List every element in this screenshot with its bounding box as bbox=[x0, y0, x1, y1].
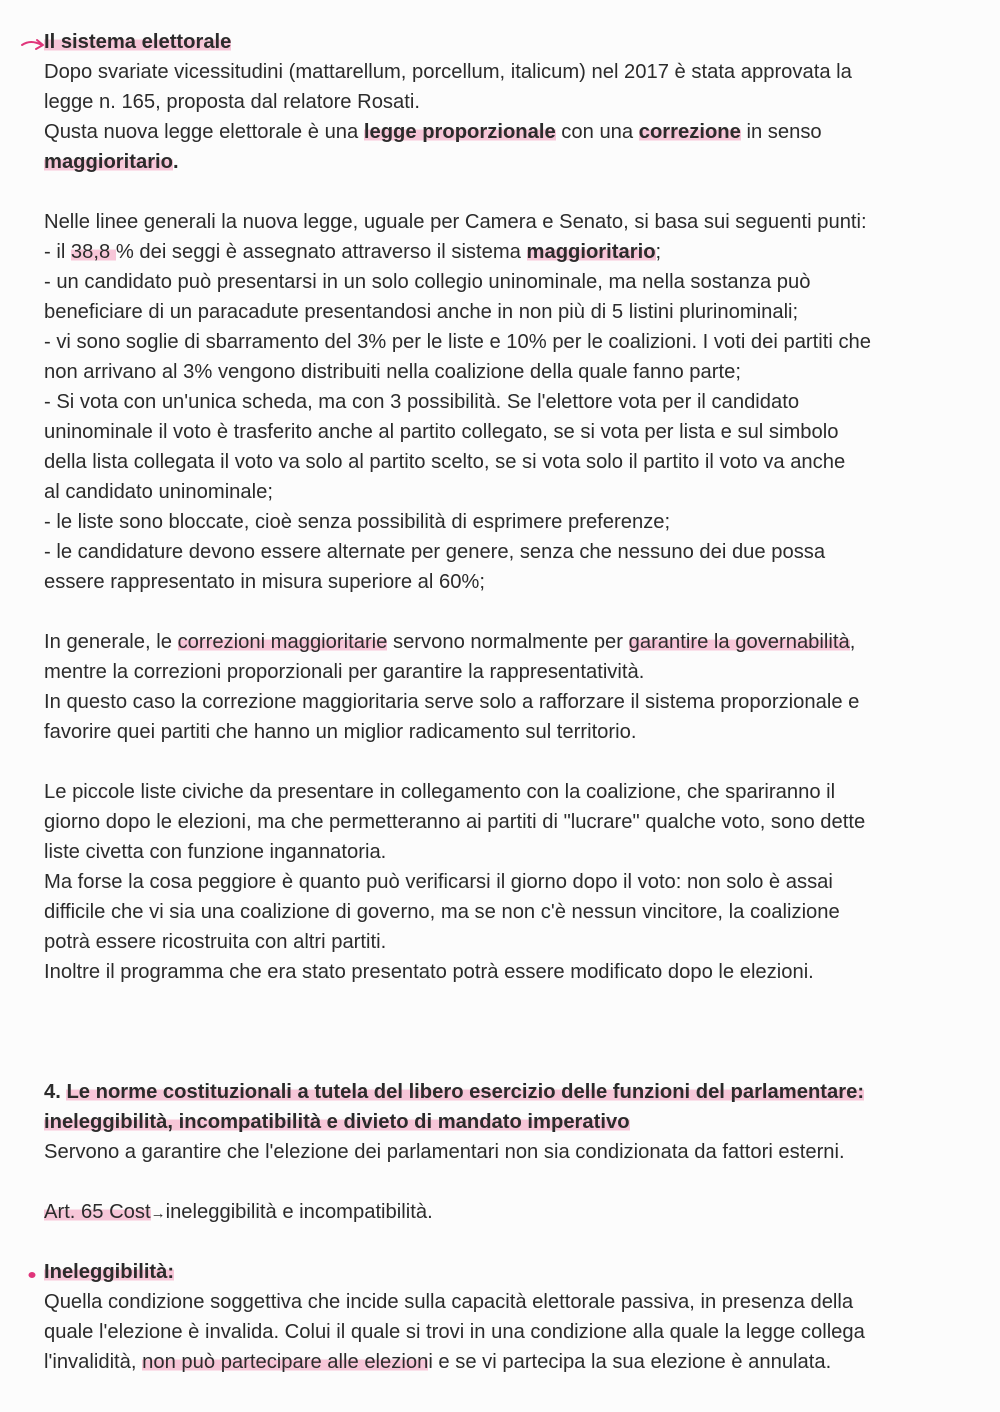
definition-line: Quella condizione soggettiva che incide sulla capacità elettorale passiva, in presenza della bbox=[44, 1291, 854, 1313]
point-line bbox=[44, 237, 964, 267]
highlight-correzione: correzione bbox=[638, 121, 741, 143]
general-line: In questo caso la correzione maggioritaria serve solo a rafforzare il sistema proporzionale e bbox=[44, 691, 860, 713]
final-line: Le piccole liste civiche da presentare in collegamento con la coalizione, che spariranno il bbox=[44, 781, 836, 803]
text-fragment: con una bbox=[555, 121, 639, 143]
final-line: giorno dopo le elezioni, ma che permetteranno ai partiti di "lucrare" qualche voto, sono dette bbox=[44, 811, 866, 833]
section-number: 4. bbox=[44, 1081, 67, 1103]
text-fragment: Qusta nuova legge elettorale è una bbox=[44, 121, 364, 143]
point-line: della lista collegata il voto va solo al partito scelto, se si vota solo il partito il voto va anche bbox=[44, 451, 846, 473]
general-line: mentre la correzioni proporzionali per garantire la rappresentatività. bbox=[44, 661, 645, 683]
section-title-line bbox=[44, 27, 964, 57]
point-line: - le candidature devono essere alternate per genere, senza che nessuno dei due possa bbox=[44, 541, 826, 563]
point-line: beneficiare di un paracadute presentandosi anche in non più di 5 listini plurinominali; bbox=[44, 301, 799, 323]
highlight-maggioritario: maggioritario bbox=[526, 241, 656, 263]
intro-line: legge n. 165, proposta dal relatore Rosati. bbox=[44, 91, 420, 113]
point-line: - le liste sono bloccate, cioè senza possibilità di esprimere preferenze; bbox=[44, 511, 671, 533]
section4-title: Le norme costituzionali a tutela del libero esercizio delle funzioni del parlamentare: bbox=[66, 1081, 865, 1103]
highlight-legge-proporzionale: legge proporzionale bbox=[363, 121, 556, 143]
point-line: - Si vota con un'unica scheda, ma con 3 possibilità. Se l'elettore vota per il candidato bbox=[44, 391, 800, 413]
text-fragment: In generale, le bbox=[44, 631, 178, 653]
text-fragment: in senso bbox=[740, 121, 822, 143]
highlight-governabilita: garantire la governabilità bbox=[628, 631, 850, 653]
arrow-marker-icon bbox=[20, 35, 46, 51]
point-line: non arrivano al 3% vengono distribuiti nella coalizione della quale fanno parte; bbox=[44, 361, 741, 383]
paragraph-spacer bbox=[44, 597, 964, 627]
text-fragment: ineleggibilità e incompatibilità. bbox=[165, 1201, 433, 1223]
point-line: - vi sono soglie di sbarramento del 3% per le liste e 10% per le coalizioni. I voti dei partiti che bbox=[44, 331, 871, 353]
definition-line bbox=[44, 1347, 964, 1377]
final-line: Inoltre il programma che era stato presentato potrà essere modificato dopo le elezioni. bbox=[44, 961, 814, 983]
point-line: uninominale il voto è trasferito anche al partito collegato, se si vota per lista e sul simbolo bbox=[44, 421, 839, 443]
points-intro: Nelle linee generali la nuova legge, uguale per Camera e Senato, si basa sui seguenti punti: bbox=[44, 211, 867, 233]
law-type-line bbox=[44, 147, 964, 177]
point-line: essere rappresentato in misura superiore al 60%; bbox=[44, 571, 485, 593]
section-spacer bbox=[44, 987, 964, 1077]
law-type-line bbox=[44, 117, 964, 147]
intro-line: Dopo svariate vicessitudini (mattarellum, porcellum, italicum) nel 2017 è stata approvata la bbox=[44, 61, 852, 83]
highlight-non-puo-partecipare: non può partecipare alle elezion bbox=[142, 1351, 429, 1373]
document-page bbox=[44, 27, 964, 1377]
final-line: liste civetta con funzione ingannatoria. bbox=[44, 841, 387, 863]
general-line: favorire quei partiti che hanno un miglior radicamento sul territorio. bbox=[44, 721, 637, 743]
paragraph-spacer bbox=[44, 747, 964, 777]
final-line: difficile che vi sia una coalizione di governo, ma se non c'è nessun vincitore, la coalizione bbox=[44, 901, 840, 923]
text-fragment: - il bbox=[44, 241, 71, 263]
text-fragment: i e se vi partecipa la sua elezione è annulata. bbox=[428, 1351, 832, 1373]
bullet-dot-icon bbox=[28, 1271, 36, 1279]
text-fragment: . bbox=[173, 151, 179, 173]
text-fragment: ; bbox=[655, 241, 662, 263]
text-fragment: l'invalidità, bbox=[44, 1351, 143, 1373]
ineleggibilita-title: Ineleggibilità: bbox=[44, 1261, 175, 1283]
highlight-correzioni-maggioritarie: correzioni maggioritarie bbox=[177, 631, 388, 653]
section4-title-line bbox=[44, 1107, 964, 1137]
final-line: Ma forse la cosa peggiore è quanto può verificarsi il giorno dopo il voto: non solo è assai bbox=[44, 871, 833, 893]
text-fragment: servono normalmente per bbox=[387, 631, 629, 653]
section4-title-line bbox=[44, 1077, 964, 1107]
final-line: potrà essere ricostruita con altri partiti. bbox=[44, 931, 387, 953]
text-fragment: , bbox=[849, 631, 856, 653]
highlight-maggioritario: maggioritario bbox=[44, 151, 173, 173]
text-fragment: % dei seggi è assegnato attraverso il sistema bbox=[115, 241, 527, 263]
paragraph-spacer bbox=[44, 1227, 964, 1257]
paragraph-spacer bbox=[44, 177, 964, 207]
general-line bbox=[44, 627, 964, 657]
section4-title: ineleggibilità, incompatibilità e divieto di mandato imperativo bbox=[44, 1111, 630, 1133]
article-reference: Art. 65 Cost bbox=[44, 1201, 151, 1223]
ineleggibilita-title-line bbox=[44, 1257, 964, 1287]
section-title: Il sistema elettorale bbox=[44, 31, 232, 53]
paragraph-spacer bbox=[44, 1167, 964, 1197]
point-line: al candidato uninominale; bbox=[44, 481, 273, 503]
section4-purpose: Servono a garantire che l'elezione dei parlamentari non sia condizionata da fattori esterni. bbox=[44, 1141, 845, 1163]
definition-line: quale l'elezione è invalida. Colui il quale si trovi in una condizione alla quale la legge collega bbox=[44, 1321, 865, 1343]
point-line: - un candidato può presentarsi in un solo collegio uninominale, ma nella sostanza può bbox=[44, 271, 811, 293]
arrow-icon: → bbox=[150, 1205, 166, 1222]
highlight-percentage: 38,8 bbox=[70, 241, 116, 263]
article-line bbox=[44, 1197, 964, 1227]
